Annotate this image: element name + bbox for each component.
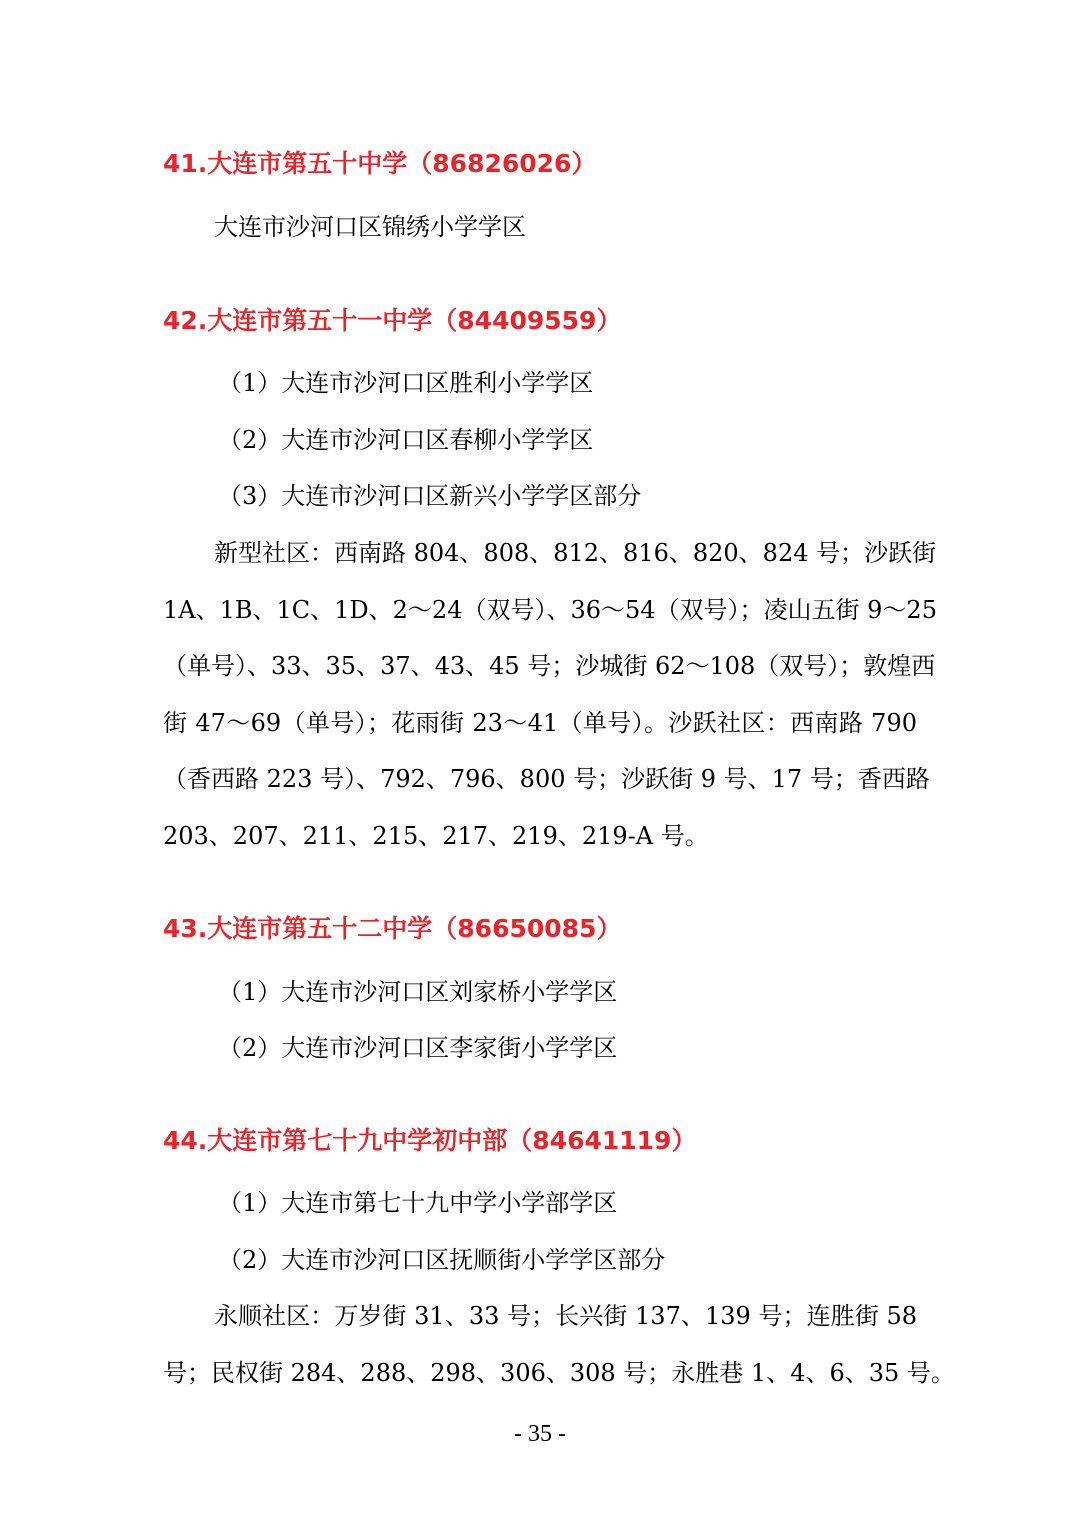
section-44-item-1: （1）大连市第七十九中学小学部学区 (218, 1189, 618, 1217)
section-43-item-2: （2）大连市沙河口区李家街小学学区 (218, 1034, 618, 1062)
section-44-item-2: （2）大连市沙河口区抚顺街小学学区部分 (218, 1246, 666, 1274)
page-number: - 35 - (514, 1421, 566, 1447)
section-42-paragraph-line-1: 新型社区：西南路 804、808、812、816、820、824 号；沙跃街 (214, 539, 937, 567)
section-43-item-1: （1）大连市沙河口区刘家桥小学学区 (218, 978, 618, 1006)
section-heading-44: 44.大连市第七十九中学初中部（84641119） (163, 1126, 697, 1155)
section-42-item-1: （1）大连市沙河口区胜利小学学区 (218, 369, 594, 397)
section-42-paragraph-line-2: 1A、1B、1C、1D、2～24（双号）、36～54（双号）；凌山五街 9～25 (163, 596, 937, 624)
section-44-paragraph-line-2: 号；民权街 284、288、298、306、308 号；永胜巷 1、4、6、35 号。 (163, 1359, 955, 1387)
section-42-paragraph-line-6: 203、207、211、215、217、219、219-A 号。 (163, 822, 709, 850)
section-42-paragraph-line-5: （香西路 223 号）、792、796、800 号；沙跃街 9 号、17 号；香西路 (163, 765, 930, 793)
section-42-paragraph-line-3: （单号）、33、35、37、43、45 号；沙城街 62～108（双号）；敦煌西 (163, 652, 936, 680)
section-heading-41: 41.大连市第五十中学（86826026） (163, 149, 597, 178)
section-44-paragraph-line-1: 永顺社区：万岁街 31、33 号；长兴街 137、139 号；连胜街 58 (214, 1302, 917, 1330)
section-heading-43: 43.大连市第五十二中学（86650085） (163, 914, 622, 943)
section-42-paragraph-line-4: 街 47～69（单号）；花雨街 23～41（单号）。沙跃社区：西南路 790 (163, 709, 917, 737)
section-heading-42: 42.大连市第五十一中学（84409559） (163, 306, 622, 335)
section-42-item-3: （3）大连市沙河口区新兴小学学区部分 (218, 482, 642, 510)
section-42-item-2: （2）大连市沙河口区春柳小学学区 (218, 426, 594, 454)
section-41-line: 大连市沙河口区锦绣小学学区 (214, 213, 526, 241)
